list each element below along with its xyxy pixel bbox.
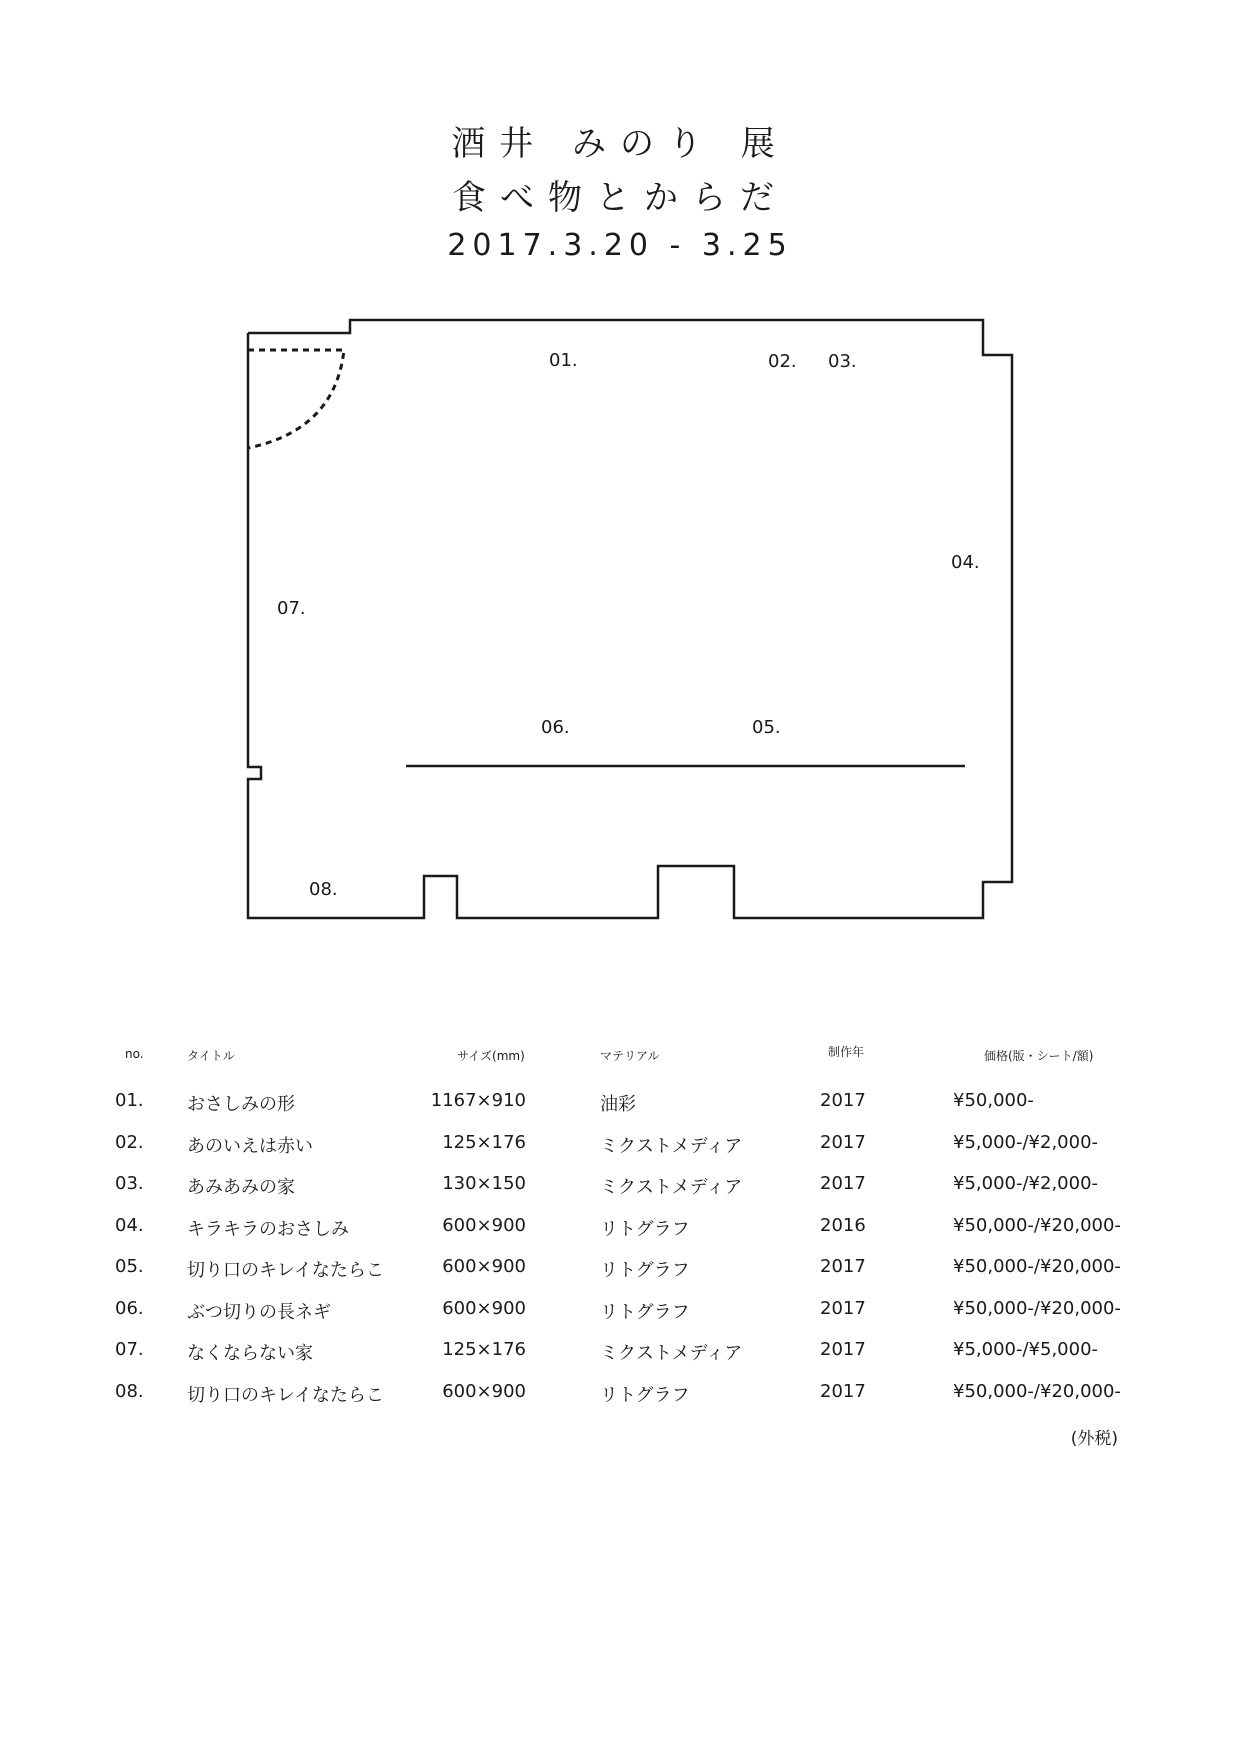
cell-title: なくならない家	[187, 1343, 313, 1364]
header-size: サイズ(mm)	[457, 1049, 525, 1063]
exhibition-subtitle: 食べ物とからだ	[452, 178, 788, 218]
cell-material: 油彩	[600, 1094, 636, 1115]
cell-price: ¥50,000-	[953, 1090, 1034, 1111]
exhibition-title: 酒井 みのり 展	[451, 124, 789, 164]
cell-title: 切り口のキレイなたらこ	[187, 1260, 384, 1281]
cell-title: おさしみの形	[187, 1094, 295, 1115]
cell-material: ミクストメディア	[600, 1135, 743, 1157]
cell-price: ¥5,000-/¥2,000-	[953, 1131, 1099, 1153]
cell-year: 2017	[820, 1256, 866, 1277]
table-row	[0, 1132, 1240, 1162]
cell-no: 03.	[115, 1173, 144, 1194]
cell-title: ぶつ切りの長ネギ	[187, 1301, 331, 1323]
cell-size: 600×900	[442, 1380, 526, 1402]
cell-price: ¥50,000-/¥20,000-	[953, 1214, 1121, 1236]
cell-size: 1167×910	[430, 1090, 526, 1111]
door-swing	[248, 350, 344, 448]
cell-price: ¥50,000-/¥20,000-	[953, 1380, 1121, 1402]
cell-title: あみあみの家	[187, 1177, 295, 1198]
cell-year: 2017	[820, 1297, 866, 1319]
cell-year: 2017	[820, 1131, 866, 1153]
cell-no: 01.	[115, 1090, 144, 1111]
cell-material: リトグラフ	[600, 1260, 690, 1281]
cell-material: ミクストメディア	[600, 1177, 743, 1198]
cell-size: 600×900	[442, 1214, 526, 1236]
table-row	[0, 1215, 1240, 1245]
header-price: 価格(版・シート/額)	[984, 1049, 1094, 1063]
plan-label-05: 05.	[752, 717, 781, 738]
exhibition-dates: 2017.3.20 - 3.25	[447, 228, 793, 263]
header-no: no.	[125, 1047, 144, 1061]
cell-no: 08.	[115, 1380, 144, 1402]
table-row	[0, 1339, 1240, 1369]
cell-size: 125×176	[442, 1131, 526, 1153]
cell-year: 2017	[820, 1380, 866, 1402]
cell-price: ¥5,000-/¥5,000-	[953, 1339, 1099, 1360]
header-material: マテリアル	[600, 1049, 660, 1063]
floor-plan-outline	[248, 320, 1012, 918]
cell-size: 600×900	[442, 1297, 526, 1319]
table-row	[0, 1090, 1240, 1120]
cell-price: ¥5,000-/¥2,000-	[953, 1173, 1099, 1194]
plan-label-01: 01.	[549, 350, 578, 371]
plan-label-02: 02.	[768, 351, 797, 372]
plan-label-08: 08.	[309, 879, 338, 900]
cell-year: 2017	[820, 1339, 866, 1360]
table-row	[0, 1173, 1240, 1203]
header-year: 制作年	[828, 1045, 865, 1059]
plan-label-03: 03.	[828, 351, 857, 372]
table-row	[0, 1298, 1240, 1328]
plan-label-04: 04.	[951, 552, 980, 573]
cell-title: あのいえは赤い	[187, 1135, 313, 1157]
cell-year: 2016	[820, 1214, 866, 1236]
table-row	[0, 1381, 1240, 1411]
table-row	[0, 1256, 1240, 1286]
cell-price: ¥50,000-/¥20,000-	[953, 1297, 1121, 1319]
cell-material: リトグラフ	[600, 1301, 690, 1323]
cell-material: ミクストメディア	[600, 1343, 743, 1364]
cell-year: 2017	[820, 1090, 866, 1111]
cell-size: 125×176	[442, 1339, 526, 1360]
cell-price: ¥50,000-/¥20,000-	[953, 1256, 1121, 1277]
plan-label-06: 06.	[541, 717, 570, 738]
cell-size: 600×900	[442, 1256, 526, 1277]
header-title: タイトル	[187, 1049, 235, 1063]
cell-material: リトグラフ	[600, 1384, 690, 1406]
cell-year: 2017	[820, 1173, 866, 1194]
cell-size: 130×150	[442, 1173, 526, 1194]
cell-no: 02.	[115, 1131, 144, 1153]
cell-no: 05.	[115, 1256, 144, 1277]
cell-title: 切り口のキレイなたらこ	[187, 1384, 384, 1406]
cell-no: 06.	[115, 1297, 144, 1319]
plan-label-07: 07.	[277, 598, 306, 619]
cell-material: リトグラフ	[600, 1218, 690, 1240]
tax-note: (外税)	[1070, 1429, 1118, 1449]
cell-title: キラキラのおさしみ	[187, 1218, 349, 1240]
cell-no: 04.	[115, 1214, 144, 1236]
cell-no: 07.	[115, 1339, 144, 1360]
